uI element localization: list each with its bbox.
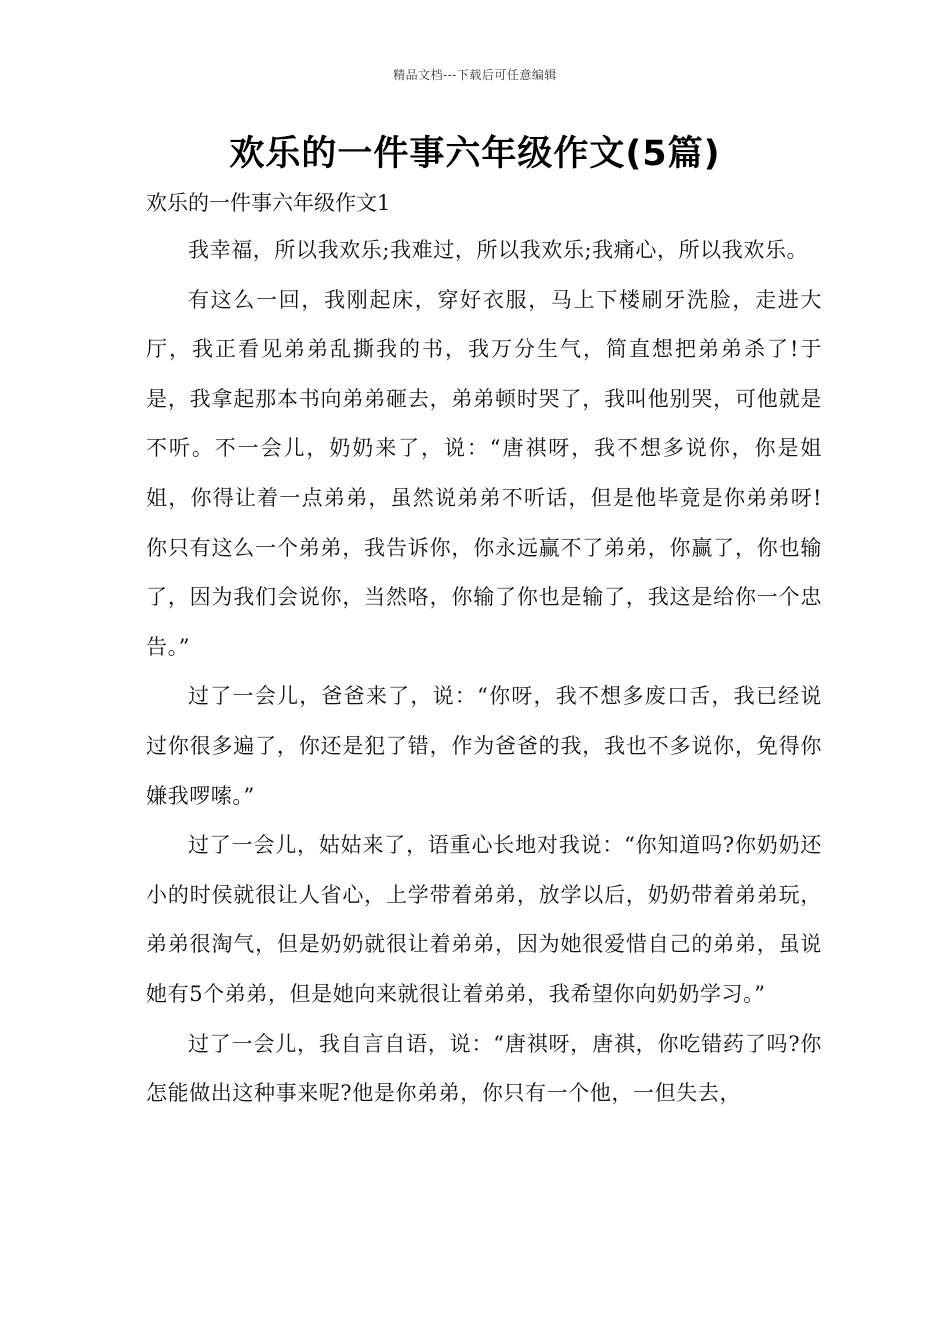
document-body [146,226,822,1119]
essay-subtitle: 欢乐的一件事六年级作文1 [146,191,391,215]
page-header: 精品文档---下载后可任意编辑 [393,68,557,82]
paragraph: 过了一会儿，爸爸来了，说：“你呀，我不想多废口舌，我已经说过你很多遍了，你还是犯了错，作为爸爸的我，我也不多说你，免得你嫌我啰嗦。” [146,684,822,808]
paragraph: 过了一会儿，姑姑来了，语重心长地对我说：“你知道吗?你奶奶还小的时侯就很让人省心，上学带着弟弟，放学以后，奶奶带着弟弟玩，弟弟很淘气，但是奶奶就很让着弟弟，因为她很爱惜自己的弟弟，虽说她有5个弟弟，但是她向来就很让着弟弟，我希望你向奶奶学习。” [146,833,822,1006]
paragraph: 我幸福，所以我欢乐;我难过，所以我欢乐;我痛心，所以我欢乐。 [188,238,809,262]
paragraph: 过了一会儿，我自言自语，说：“唐祺呀，唐祺，你吃错药了吗?你怎能做出这种事来呢?他是你弟弟，你只有一个他，一但失去， [146,1031,822,1106]
paragraph: 有这么一回，我刚起床，穿好衣服，马上下楼刷牙洗脸，走进大厅，我正看见弟弟乱撕我的书，我万分生气，简直想把弟弟杀了!于是，我拿起那本书向弟弟砸去，弟弟顿时哭了，我叫他别哭，可他就是不听。不一会儿，奶奶来了，说：“唐祺呀，我不想多说你，你是姐姐，你得让着一点弟弟，虽然说弟弟不听话，但是他毕竟是你弟弟呀!你只有这么一个弟弟，我告诉你，你永远赢不了弟弟，你赢了，你也输了，因为我们会说你，当然咯，你输了你也是输了，我这是给你一个忠告。” [146,287,822,659]
document-title: 欢乐的一件事六年级作文(5篇) [229,134,721,174]
